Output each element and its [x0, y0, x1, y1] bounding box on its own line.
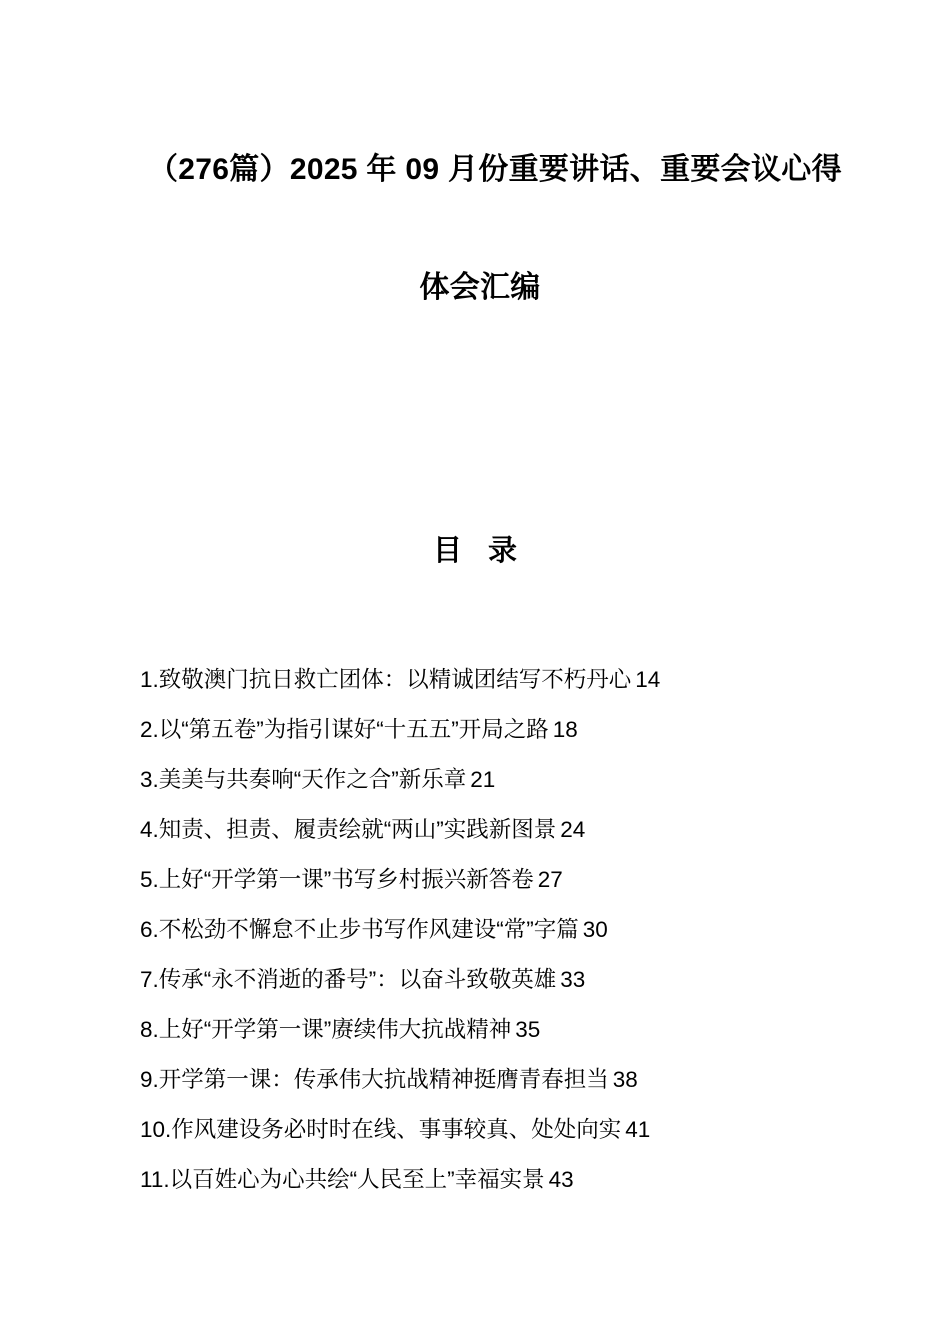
toc-entry[interactable]: [140, 955, 840, 1005]
toc-entry-title: 11.以百姓心为心共绘“人民至上”幸福实景: [140, 1167, 545, 1192]
toc-entry-page-number: 14: [635, 667, 661, 692]
toc-entry[interactable]: [140, 1005, 840, 1055]
table-of-contents-heading: 目 录: [432, 535, 527, 567]
toc-entry-title: 9.开学第一课：传承伟大抗战精神挺膺青春担当: [140, 1067, 609, 1092]
toc-entry[interactable]: [140, 755, 840, 805]
toc-entry-page-number: 38: [612, 1067, 638, 1092]
toc-entry[interactable]: [140, 905, 840, 955]
toc-entry-title: 5.上好“开学第一课”书写乡村振兴新答卷: [140, 867, 534, 892]
toc-entry-page-number: 41: [625, 1117, 651, 1142]
toc-entry-title: 8.上好“开学第一课”赓续伟大抗战精神: [140, 1017, 512, 1042]
toc-entry[interactable]: [140, 855, 840, 905]
toc-entry[interactable]: [140, 805, 840, 855]
toc-entry-page-number: 18: [552, 717, 578, 742]
toc-entry-title: 4.知责、担责、履责绘就“两山”实践新图景: [140, 817, 557, 842]
table-of-contents-list: [140, 655, 840, 1205]
toc-entry[interactable]: [140, 1055, 840, 1105]
toc-entry-page-number: 43: [548, 1167, 574, 1192]
toc-entry-page-number: 35: [515, 1017, 541, 1042]
toc-entry-page-number: 30: [582, 917, 608, 942]
toc-entry-title: 10.作风建设务必时时在线、事事较真、处处向实: [140, 1117, 622, 1142]
toc-entry[interactable]: [140, 655, 840, 705]
toc-entry-title: 3.美美与共奏响“天作之合”新乐章: [140, 767, 467, 792]
toc-entry[interactable]: [140, 705, 840, 755]
toc-entry-page-number: 24: [560, 817, 586, 842]
toc-entry-page-number: 33: [560, 967, 586, 992]
document-title: [148, 148, 842, 309]
document-title-line-2: 体会汇编: [419, 270, 541, 304]
toc-entry-title: 1.致敬澳门抗日救亡团体：以精诚团结写不朽丹心: [140, 667, 632, 692]
document-title-line-1: （276篇）2025 年 09 月份重要讲话、重要会议心得: [148, 153, 842, 186]
toc-entry-page-number: 21: [470, 767, 496, 792]
toc-entry-title: 6.不松劲不懈怠不止步书写作风建设“常”字篇: [140, 917, 579, 942]
toc-entry-title: 7.传承“永不消逝的番号”：以奋斗致敬英雄: [140, 967, 557, 992]
toc-entry[interactable]: [140, 1155, 840, 1205]
toc-entry[interactable]: [140, 1105, 840, 1155]
toc-entry-page-number: 27: [537, 867, 563, 892]
toc-entry-title: 2.以“第五卷”为指引谋好“十五五”开局之路: [140, 717, 549, 742]
